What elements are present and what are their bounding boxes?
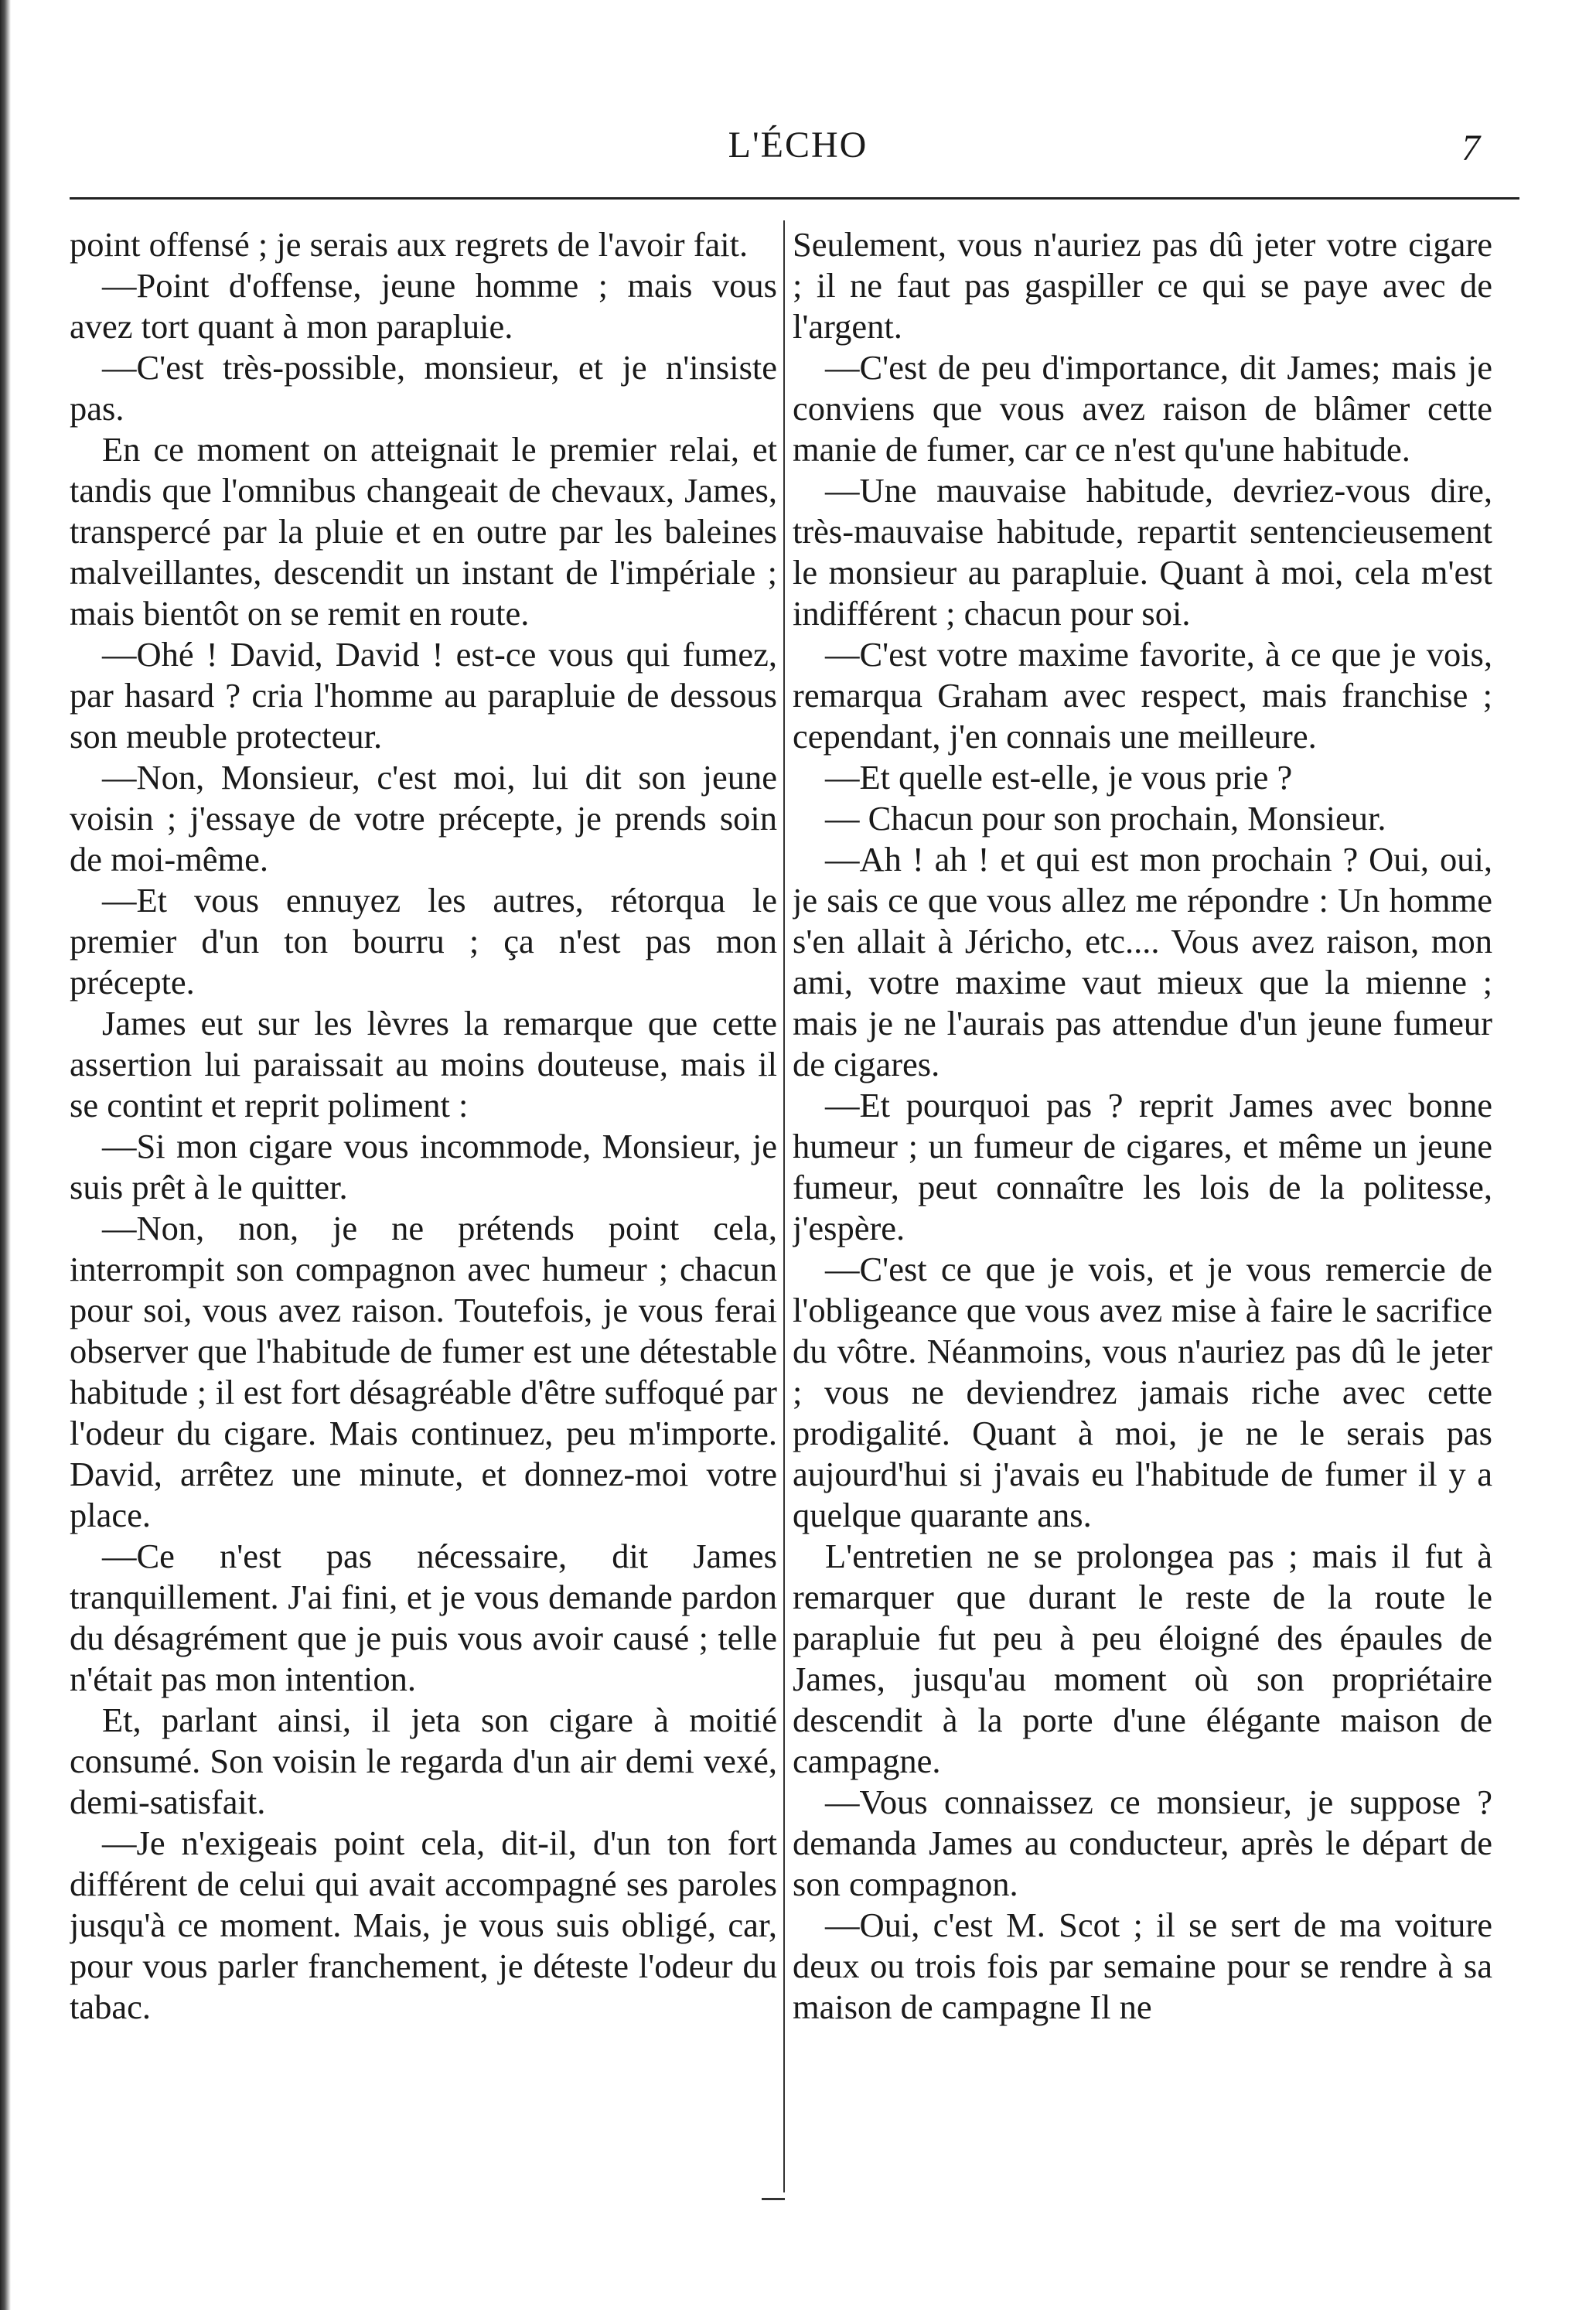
paragraph: —Ohé ! David, David ! est-ce vous qui fumez, par hasard ? cria l'homme au parapluie de dessous son meuble protecteur.: [70, 635, 777, 756]
paragraph: —Et pourquoi pas ? reprit James avec bonne humeur ; un fumeur de cigares, et même un jeune fumeur, peut connaître les lois de la politesse, j'espère.: [793, 1086, 1492, 1247]
paragraph: L'entretien ne se prolongea pas ; mais il fut à remarquer que durant le reste de la route le parapluie fut peu à peu éloigné des épaules de James, jusqu'au moment où son propriétaire descendit à la porte d'une élégante maison de campagne.: [793, 1537, 1492, 1780]
paragraph: —C'est très-possible, monsieur, et je n'insiste pas.: [70, 348, 777, 428]
paragraph: —Non, Monsieur, c'est moi, lui dit son jeune voisin ; j'essaye de votre précepte, je prends soin de moi-même.: [70, 758, 777, 879]
paragraph: Et, parlant ainsi, il jeta son cigare à moitié consumé. Son voisin le regarda d'un air demi vexé, demi-satisfait.: [70, 1701, 777, 1821]
paragraph: —Une mauvaise habitude, devriez-vous dire, très-mauvaise habitude, repartit sentencieusement le monsieur au parapluie. Quant à moi, cela m'est indifférent ; chacun pour soi.: [793, 471, 1492, 633]
paragraph: —Si mon cigare vous incommode, Monsieur, je suis prêt à le quitter.: [70, 1127, 777, 1206]
paragraph: —Point d'offense, jeune homme ; mais vous avez tort quant à mon parapluie.: [70, 266, 777, 346]
left-column: [70, 224, 777, 2173]
page-header: [0, 116, 1596, 170]
paragraph: —Je n'exigeais point cela, dit-il, d'un ton fort différent de celui qui avait accompagné ses paroles jusqu'à ce moment. Mais, je vous suis obligé, car, pour vous parler franchement, je déteste l'odeur du tabac.: [70, 1824, 777, 2026]
paragraph: —Et vous ennuyez les autres, rétorqua le premier d'un ton bourru ; ça n'est pas mon précepte.: [70, 881, 777, 1001]
paragraph: — Chacun pour son prochain, Monsieur.: [825, 799, 1386, 838]
paragraph: James eut sur les lèvres la remarque que cette assertion lui paraissait au moins douteuse, mais il se contint et reprit poliment :: [70, 1004, 777, 1124]
paragraph: —Ce n'est pas nécessaire, dit James tranquillement. J'ai fini, et je vous demande pardon du désagrément que je puis vous avoir causé ; telle n'était pas mon intention.: [70, 1537, 777, 1698]
header-rule: [70, 197, 1519, 200]
paragraph: —C'est ce que je vois, et je vous remercie de l'obligeance que vous avez mise à faire le sacrifice du vôtre. Néanmoins, vous n'auriez pas dû le jeter ; vous ne deviendrez jamais riche avec cette prodigalité. Quant à moi, je ne le serais pas aujourd'hui si j'avais eu l'habitude de fumer il y a quelque quarante ans.: [793, 1250, 1492, 1534]
paragraph: —C'est de peu d'importance, dit James; mais je conviens que vous avez raison de blâmer cette manie de fumer, car ce n'est qu'une habitude.: [793, 348, 1492, 469]
paragraph: —Et quelle est-elle, je vous prie ?: [825, 758, 1293, 797]
paragraph: —Non, non, je ne prétends point cela, interrompit son compagnon avec humeur ; chacun pour soi, vous avez raison. Toutefois, je vous ferai observer que l'habitude de fumer est une détestable habitude ; il est fort désagréable d'être suffoqué par l'odeur du cigare. Mais continuez, peu m'importe. David, arrêtez une minute, et donnez-moi votre place.: [70, 1209, 777, 1534]
page-title: L'ÉCHO: [728, 125, 868, 165]
paragraph: point offensé ; je serais aux regrets de l'avoir fait.: [70, 225, 749, 264]
paragraph: Seulement, vous n'auriez pas dû jeter votre cigare ; il ne faut pas gaspiller ce qui se paye avec de l'argent.: [793, 225, 1492, 346]
paragraph: —Ah ! ah ! et qui est mon prochain ? Oui, oui, je sais ce que vous allez me répondre : Un homme s'en allait à Jéricho, etc.... Vous avez raison, mon ami, votre maxime vaut mieux que la mienne ; mais je ne l'aurais pas attendue d'un jeune fumeur de cigares.: [793, 840, 1492, 1083]
right-column: [793, 224, 1492, 2173]
paragraph: —Oui, c'est M. Scot ; il se sert de ma voiture deux ou trois fois par semaine pour se rendre à sa maison de campagne Il ne: [793, 1906, 1492, 2026]
paragraph: En ce moment on atteignait le premier relai, et tandis que l'omnibus changeait de chevaux, James, transpercé par la pluie et en outre par les baleines malveillantes, descendit un instant de l'impériale ; mais bientôt on se remit en route.: [70, 430, 777, 633]
column-divider: [783, 220, 785, 2192]
paragraph: —C'est votre maxime favorite, à ce que je vois, remarqua Graham avec respect, mais franchise ; cependant, j'en connais une meilleure.: [793, 635, 1492, 756]
page-end-dash: [762, 2198, 785, 2200]
paragraph: —Vous connaissez ce monsieur, je suppose ? demanda James au conducteur, après le départ de son compagnon.: [793, 1783, 1492, 1903]
page-number: 7: [1461, 128, 1480, 169]
scan-edge: [0, 0, 11, 2310]
